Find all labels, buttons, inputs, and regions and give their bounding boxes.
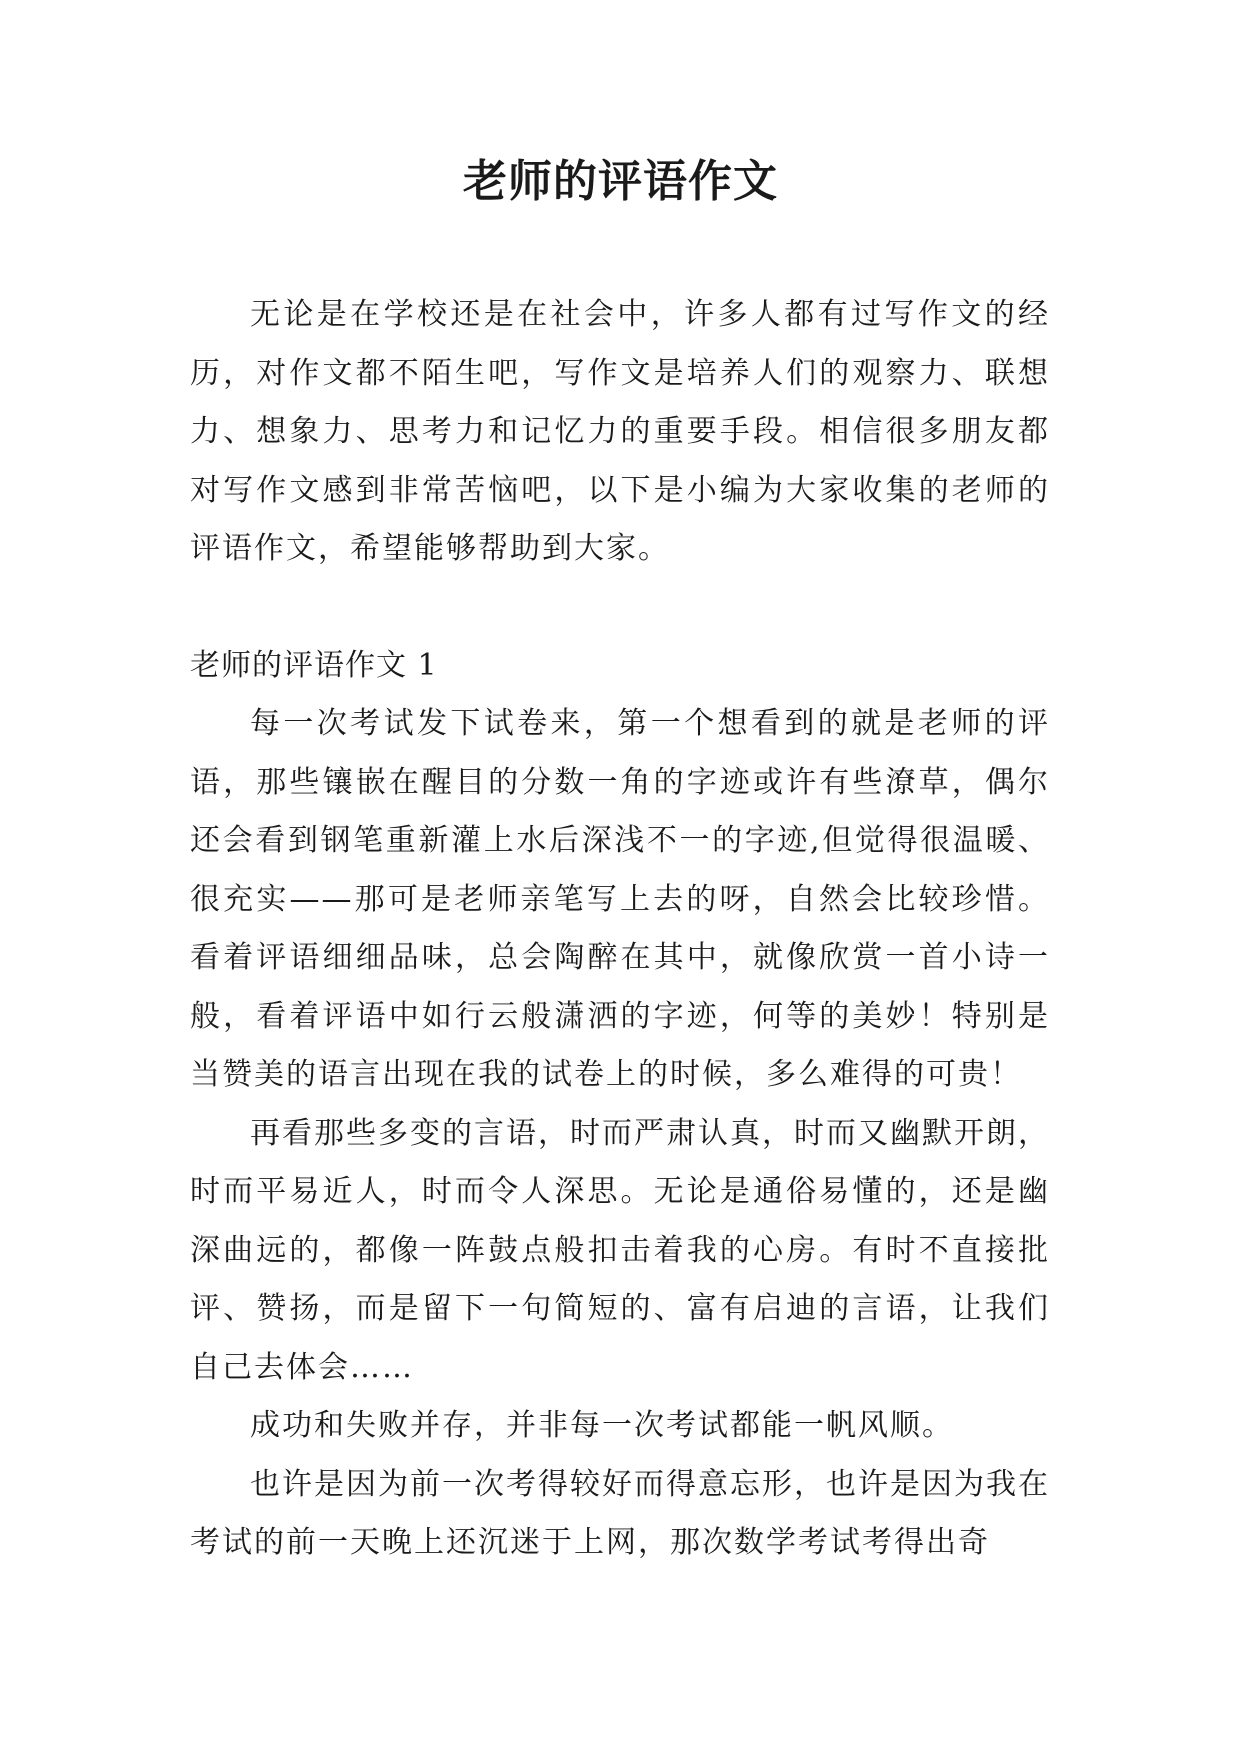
body-paragraph: 也许是因为前一次考得较好而得意忘形，也许是因为我在考试的前一天晚上还沉迷于上网，那次数学考试考得出奇 xyxy=(190,1466,1050,1560)
section-heading: 老师的评语作文 1 xyxy=(190,647,438,683)
body-paragraph: 每一次考试发下试卷来，第一个想看到的就是老师的评语，那些镶嵌在醒目的分数一角的字迹或许有些潦草，偶尔还会看到钢笔重新灌上水后深浅不一的字迹,但觉得很温暖、很充实——那可是老师亲笔写上去的呀，自然会比较珍惜。看着评语细细品味，总会陶醉在其中，就像欣赏一首小诗一般，看着评语中如行云般潇洒的字迹，何等的美妙！特别是当赞美的语言出现在我的试卷上的时候，多么难得的可贵！ xyxy=(190,706,1050,1092)
body-paragraph: 成功和失败并存，并非每一次考试都能一帆风顺。 xyxy=(250,1408,954,1443)
document-title: 老师的评语作文 xyxy=(463,156,778,207)
document-body xyxy=(190,286,1050,1573)
intro-paragraph: 无论是在学校还是在社会中，许多人都有过写作文的经历，对作文都不陌生吧，写作文是培养人们的观察力、联想力、想象力、思考力和记忆力的重要手段。相信很多朋友都对写作文感到非常苦恼吧，以下是小编为大家收集的老师的评语作文，希望能够帮助到大家。 xyxy=(190,297,1050,566)
body-paragraph: 再看那些多变的言语，时而严肃认真，时而又幽默开朗，时而平易近人，时而令人深思。无论是通俗易懂的，还是幽深曲远的，都像一阵鼓点般扣击着我的心房。有时不直接批评、赞扬，而是留下一句简短的、富有启迪的言语，让我们自己去体会…… xyxy=(190,1115,1050,1385)
